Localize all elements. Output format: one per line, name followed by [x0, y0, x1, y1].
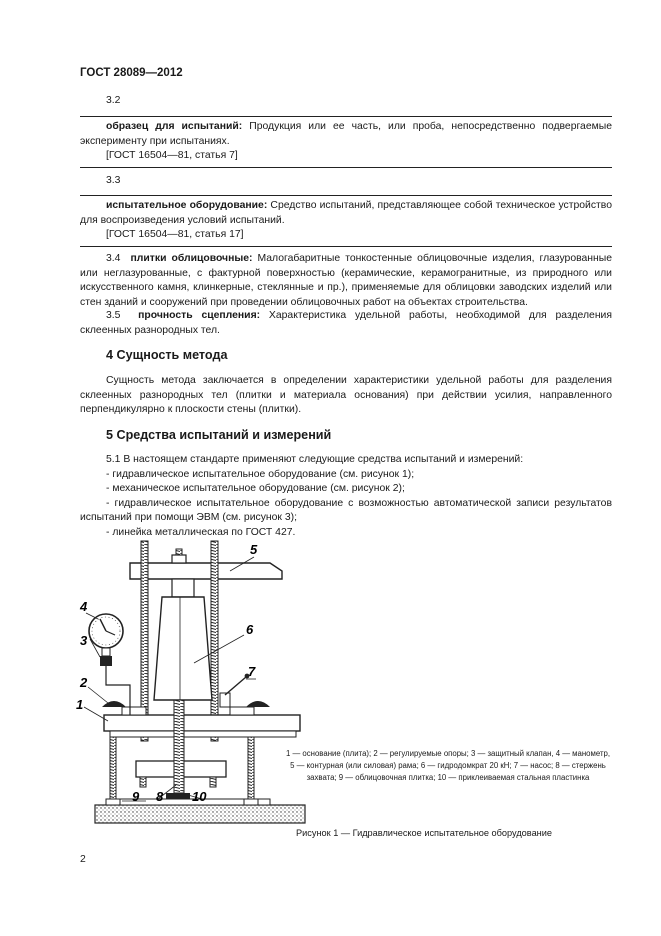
list-item: - гидравлическое испытательное оборудование с возможностью автоматической записи результатов испытаний при помощи ЭВМ (см. рисунок 3); — [80, 497, 612, 524]
section-4-text: Сущность метода заключается в определении характеристики удельной работы для разделения склеенных разнородных тел (плитки и материала основания) при действии усилия, направленного перпендикулярно к плоскости стены (плитки). — [80, 375, 612, 416]
support-knob-right — [246, 701, 270, 707]
figure-label-6: 6 — [246, 622, 254, 637]
section-5-title: 5 Средства испытаний и измерений — [106, 428, 332, 442]
base-plate — [104, 715, 300, 731]
safety-valve-icon — [100, 656, 112, 666]
figure-label-5: 5 — [250, 542, 258, 557]
figure-label-9: 9 — [132, 789, 140, 804]
document-header: ГОСТ 28089—2012 — [80, 67, 183, 79]
page-number: 2 — [80, 854, 86, 865]
definition-box-3-2 — [80, 116, 612, 168]
support-leg-left — [110, 737, 116, 805]
clause-3-4 — [80, 252, 612, 310]
frame-rod-right — [211, 541, 218, 741]
definition-box-3-3 — [80, 195, 612, 247]
clause-number-3-4: 3.4 — [106, 253, 121, 264]
steel-plate — [166, 793, 190, 799]
clause-number-3-2: 3.2 — [106, 95, 121, 106]
list-item: - линейка металлическая по ГОСТ 427. — [106, 526, 296, 538]
section-5-list — [80, 453, 612, 541]
definition-text-3-3 — [80, 199, 612, 228]
definition-3-2: Продукция или ее часть, или проба, непосредственно подвергаемые эксперименту при испытаниях. — [80, 121, 612, 147]
term-3-2: образец для испытаний: — [106, 121, 243, 132]
figure-legend: 1 — основание (плита); 2 — регулируемые опоры; 3 — защитный клапан, 4 — манометр, 5 — контурная (или силовая) рама; 6 — гидродомкрат 20 кН; 7 — насос; 8 — стержень захвата; 9 — облицовочная плитка; 10 — приклеиваемая стальная пластинка — [285, 749, 611, 782]
term-3-4: плитки облицовочные: — [130, 253, 253, 264]
figure-label-1: 1 — [76, 697, 84, 712]
figure-label-4: 4 — [80, 599, 88, 614]
figure-label-7: 7 — [248, 664, 256, 679]
ground-slab — [95, 805, 305, 823]
section-5-intro: 5.1 В настоящем стандарте применяют следующие средства испытаний и измерений: — [106, 454, 524, 465]
list-item: - гидравлическое испытательное оборудование (см. рисунок 1); — [106, 468, 415, 480]
text-3-5: Характеристика удельной работы, необходимой для разделения склеенных разнородных тел. — [80, 310, 612, 336]
figure-label-3: 3 — [80, 633, 88, 648]
term-3-3: испытательное оборудование: — [106, 200, 268, 211]
grip-rod — [174, 700, 184, 793]
contour-frame — [130, 563, 282, 579]
hydraulic-jack — [154, 597, 212, 700]
reference-3-3: [ГОСТ 16504—81, статья 17] — [106, 229, 244, 241]
figure-label-2: 2 — [80, 675, 88, 690]
hydraulic-equipment-figure — [60, 535, 350, 840]
reference-3-2: [ГОСТ 16504—81, статья 7] — [106, 150, 238, 162]
figure-label-10: 10 — [192, 789, 207, 804]
clause-3-5 — [80, 309, 612, 338]
definition-text-3-2 — [80, 120, 612, 149]
clause-number-3-5: 3.5 — [106, 310, 121, 321]
definition-3-3: Средство испытаний, представляющее собой техническое устройство для воспроизведения условий испытаний. — [80, 200, 612, 226]
term-3-5: прочность сцепления: — [138, 310, 261, 321]
text-3-4: Малогабаритные тонкостенные облицовочные изделия, глазурованные или неглазурованные, с фактурной поверхностью (керамические, керамогранитные, из природного или искусственного камня, клинкерные, стеклянные и пр.), применяемые для облицовки заводских изделий или стен зданий и сооружений при проведении облицовочных работ на объектах строительства. — [80, 253, 612, 308]
support-leg-right — [248, 737, 254, 805]
support-knob-left — [102, 701, 126, 707]
clause-number-3-3: 3.3 — [106, 175, 121, 186]
figure-caption: Рисунок 1 — Гидравлическое испытательное оборудование — [296, 828, 552, 838]
pump-icon — [220, 693, 230, 707]
section-4-title: 4 Сущность метода — [106, 348, 228, 362]
figure-label-8: 8 — [156, 789, 164, 804]
list-item: - механическое испытательное оборудование (см. рисунок 2); — [106, 483, 405, 495]
